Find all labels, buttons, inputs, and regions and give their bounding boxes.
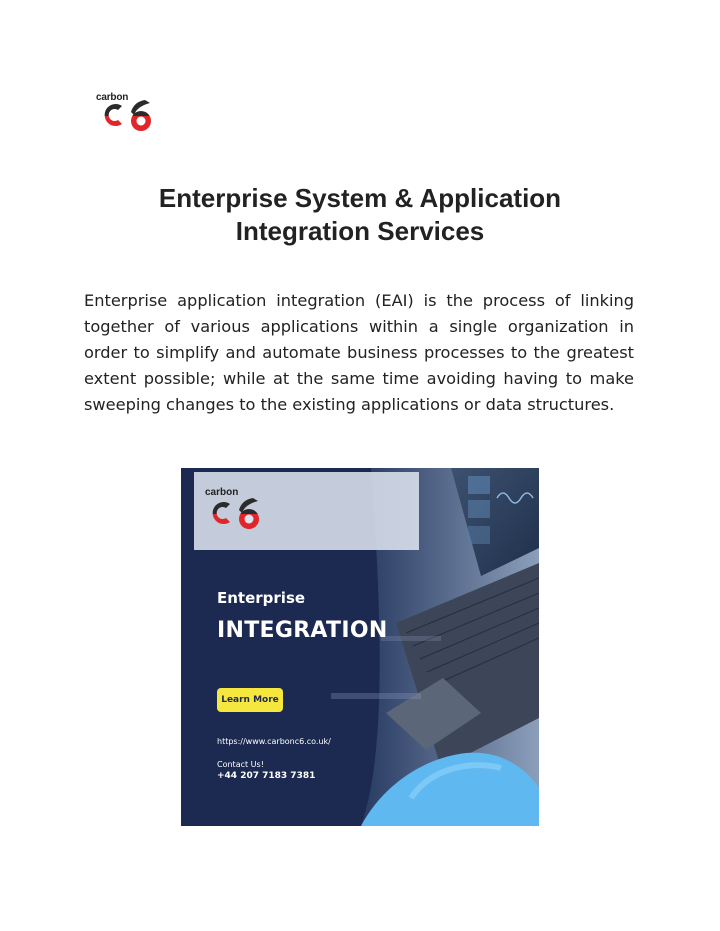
promo-contact-label: Contact Us! <box>217 760 264 769</box>
promo-headline: INTEGRATION <box>217 618 388 643</box>
promo-c6-logo-mark-icon <box>206 495 262 531</box>
promo-website-link[interactable]: https://www.carbonc6.co.uk/ <box>217 737 331 746</box>
page-title-line-2: Integration Services <box>235 216 485 246</box>
promo-kicker: Enterprise <box>217 589 306 607</box>
learn-more-button[interactable]: Learn More <box>217 688 283 712</box>
page-title-line-1: Enterprise System & Application <box>158 183 562 213</box>
carbon-c6-logo <box>96 92 156 134</box>
page-title <box>60 182 660 248</box>
c6-logo-mark-icon <box>98 97 154 133</box>
promo-phone-number[interactable]: +44 207 7183 7381 <box>217 771 316 781</box>
promo-logo-wordmark: carbon <box>205 487 239 498</box>
logo-wordmark: carbon <box>96 92 129 103</box>
intro-paragraph: Enterprise application integration (EAI) is the process of linking together of various applications within a single organization in order to simplify and automate business processes to the greatest extent possible; while at the same time avoiding having to make sweeping changes to the existing applications or data structures. <box>84 291 634 414</box>
promo-banner <box>181 468 539 826</box>
